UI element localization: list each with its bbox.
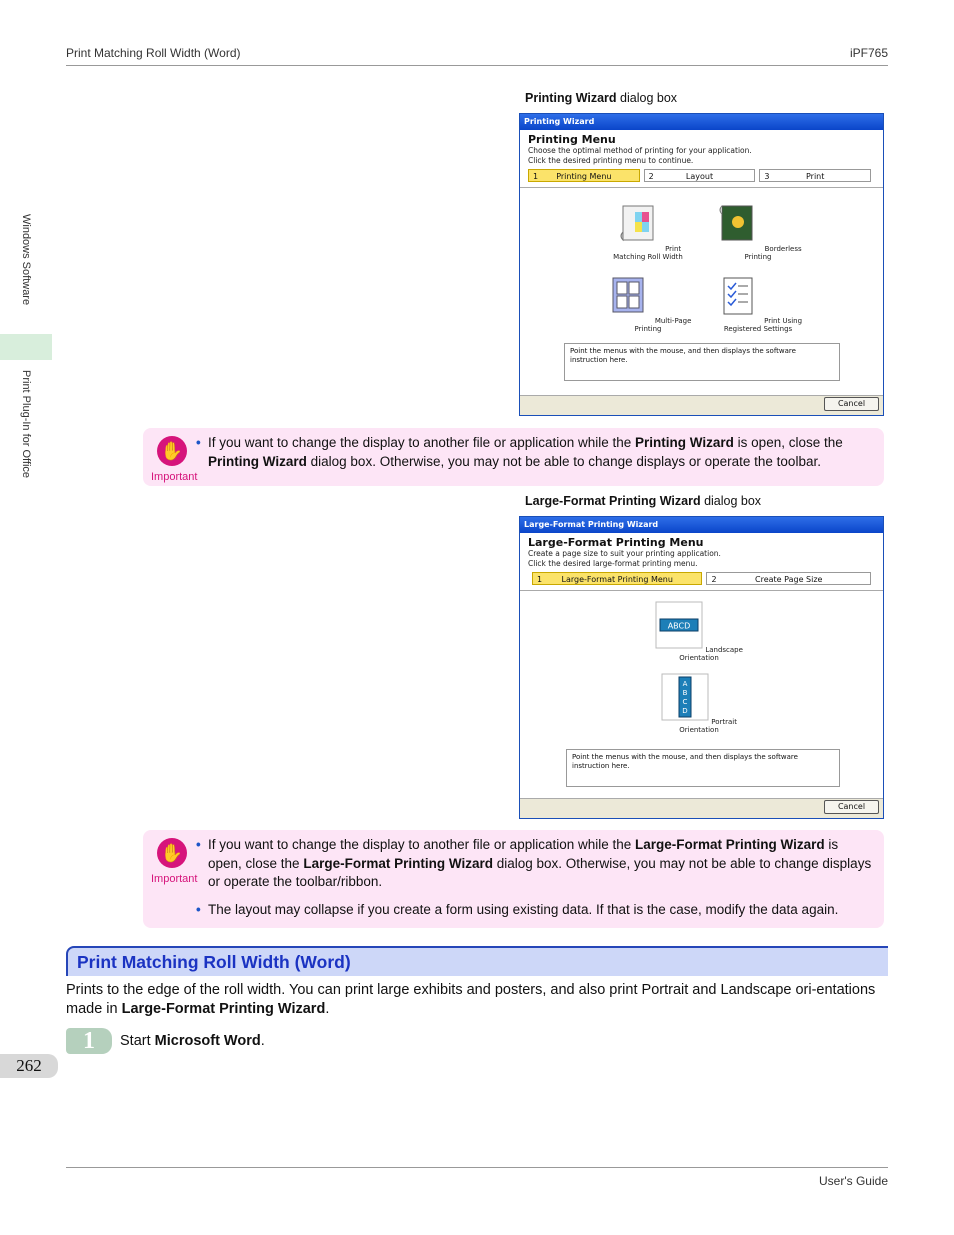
running-header-model: iPF765 [849, 46, 888, 60]
instruction-box: Point the menus with the mouse, and then displays the software instruction here. [566, 749, 840, 787]
footer-guide: User's Guide [819, 1174, 888, 1188]
dialog-instruction-1: Create a page size to suit your printing application. [528, 549, 721, 558]
instruction-box: Point the menus with the mouse, and then displays the software instruction here. [564, 343, 840, 381]
important-badge: ✋ Important [151, 838, 193, 889]
menu-label: Portrait Orientation [679, 718, 737, 734]
header-rule [66, 65, 888, 66]
important-bullet: • If you want to change the display to another file or application while the Large-Format Printing Wizard is open, close the Large-Format Printing Wizard dialog box. Otherwise, you may not be able to change displays or operate the toolbar/ribbon. [208, 836, 874, 892]
section-heading [66, 946, 888, 976]
menu-print-registered-settings[interactable] [698, 272, 818, 333]
wizard-steps [528, 169, 875, 182]
step-large-format-menu[interactable]: 1 Large-Format Printing Menu [532, 572, 702, 585]
dialog-menu-area [520, 591, 883, 799]
stop-hand-icon: ✋ [157, 838, 187, 868]
borderless-icon [714, 200, 762, 248]
menu-multi-page-printing[interactable] [598, 272, 698, 333]
portrait-icon [661, 673, 709, 721]
printing-wizard-dialog [519, 113, 884, 416]
side-tab-plugin: Print Plug-In for Office [20, 370, 32, 479]
large-format-wizard-dialog [519, 516, 884, 819]
page-number: 262 [0, 1054, 58, 1078]
portrait-letter-d: D [682, 707, 688, 715]
important-note-1 [143, 428, 884, 486]
portrait-letter-b: B [682, 689, 688, 697]
important-badge: ✋ Important [151, 436, 193, 487]
menu-borderless-printing[interactable] [708, 200, 808, 261]
landscape-icon [655, 601, 703, 649]
footer-rule [66, 1167, 888, 1168]
dialog-heading: Large-Format Printing Menu [528, 536, 704, 549]
roll-width-icon [615, 200, 663, 248]
cancel-button[interactable]: Cancel [824, 800, 879, 814]
dialog-title-bar: Large-Format Printing Wizard [520, 517, 883, 533]
dialog1-caption: Printing Wizard dialog box [525, 91, 678, 105]
menu-landscape-orientation[interactable] [649, 601, 749, 662]
step-print[interactable]: 3 Print [759, 169, 871, 182]
dialog-menu-area [520, 188, 883, 396]
portrait-letter-a: A [682, 680, 688, 688]
running-header-title: Print Matching Roll Width (Word) [66, 46, 241, 60]
cancel-button[interactable]: Cancel [824, 397, 879, 411]
menu-label: Borderless Printing [744, 245, 802, 261]
step-layout[interactable]: 2 Layout [644, 169, 756, 182]
intro-paragraph: Prints to the edge of the roll width. You can print large exhibits and posters, and also print Portrait and Landscape ori-entations made in Large-Format Printing Wizard. [66, 982, 876, 1017]
checklist-icon [714, 272, 762, 320]
section-title: Print Matching Roll Width (Word) [77, 952, 351, 972]
menu-print-matching-roll-width[interactable] [598, 200, 698, 261]
dialog2-caption: Large-Format Printing Wizard dialog box [525, 494, 762, 508]
dialog-instruction-1: Choose the optimal method of printing for your application. [528, 146, 752, 155]
menu-label: Print Matching Roll Width [613, 245, 683, 261]
multi-page-icon [605, 272, 653, 320]
step-printing-menu[interactable]: 1 Printing Menu [528, 169, 640, 182]
menu-label: Print Using Registered Settings [723, 317, 803, 333]
side-tab-windows-software: Windows Software [20, 214, 32, 306]
dialog-instruction-2: Click the desired large-format printing menu. [528, 559, 698, 568]
menu-label: Multi-Page Printing [634, 317, 692, 333]
side-tab-highlight [0, 334, 52, 360]
dialog-instruction-2: Click the desired printing menu to continue. [528, 156, 694, 165]
dialog-title-bar: Printing Wizard [520, 114, 883, 130]
menu-label: Landscape Orientation [679, 646, 743, 662]
dialog-header [520, 533, 883, 591]
stop-hand-icon: ✋ [157, 436, 187, 466]
dialog-heading: Printing Menu [528, 133, 616, 146]
wizard-steps [532, 572, 875, 585]
important-bullet: • If you want to change the display to another file or application while the Printing Wizard is open, close the Printing Wizard dialog box. Otherwise, you may not be able to change displays or operate the toolbar. [208, 434, 874, 471]
important-note-2 [143, 830, 884, 928]
step-create-page-size[interactable]: 2 Create Page Size [706, 572, 871, 585]
important-bullet: • The layout may collapse if you create a form using existing data. If that is the case, modify the data again. [208, 901, 874, 920]
step-text: Start Microsoft Word. [120, 1033, 265, 1049]
menu-portrait-orientation[interactable] [649, 673, 749, 734]
step-number: 1 [66, 1028, 112, 1054]
dialog-header [520, 130, 883, 188]
landscape-abcd: ABCD [667, 621, 691, 631]
portrait-letter-c: C [682, 698, 688, 706]
